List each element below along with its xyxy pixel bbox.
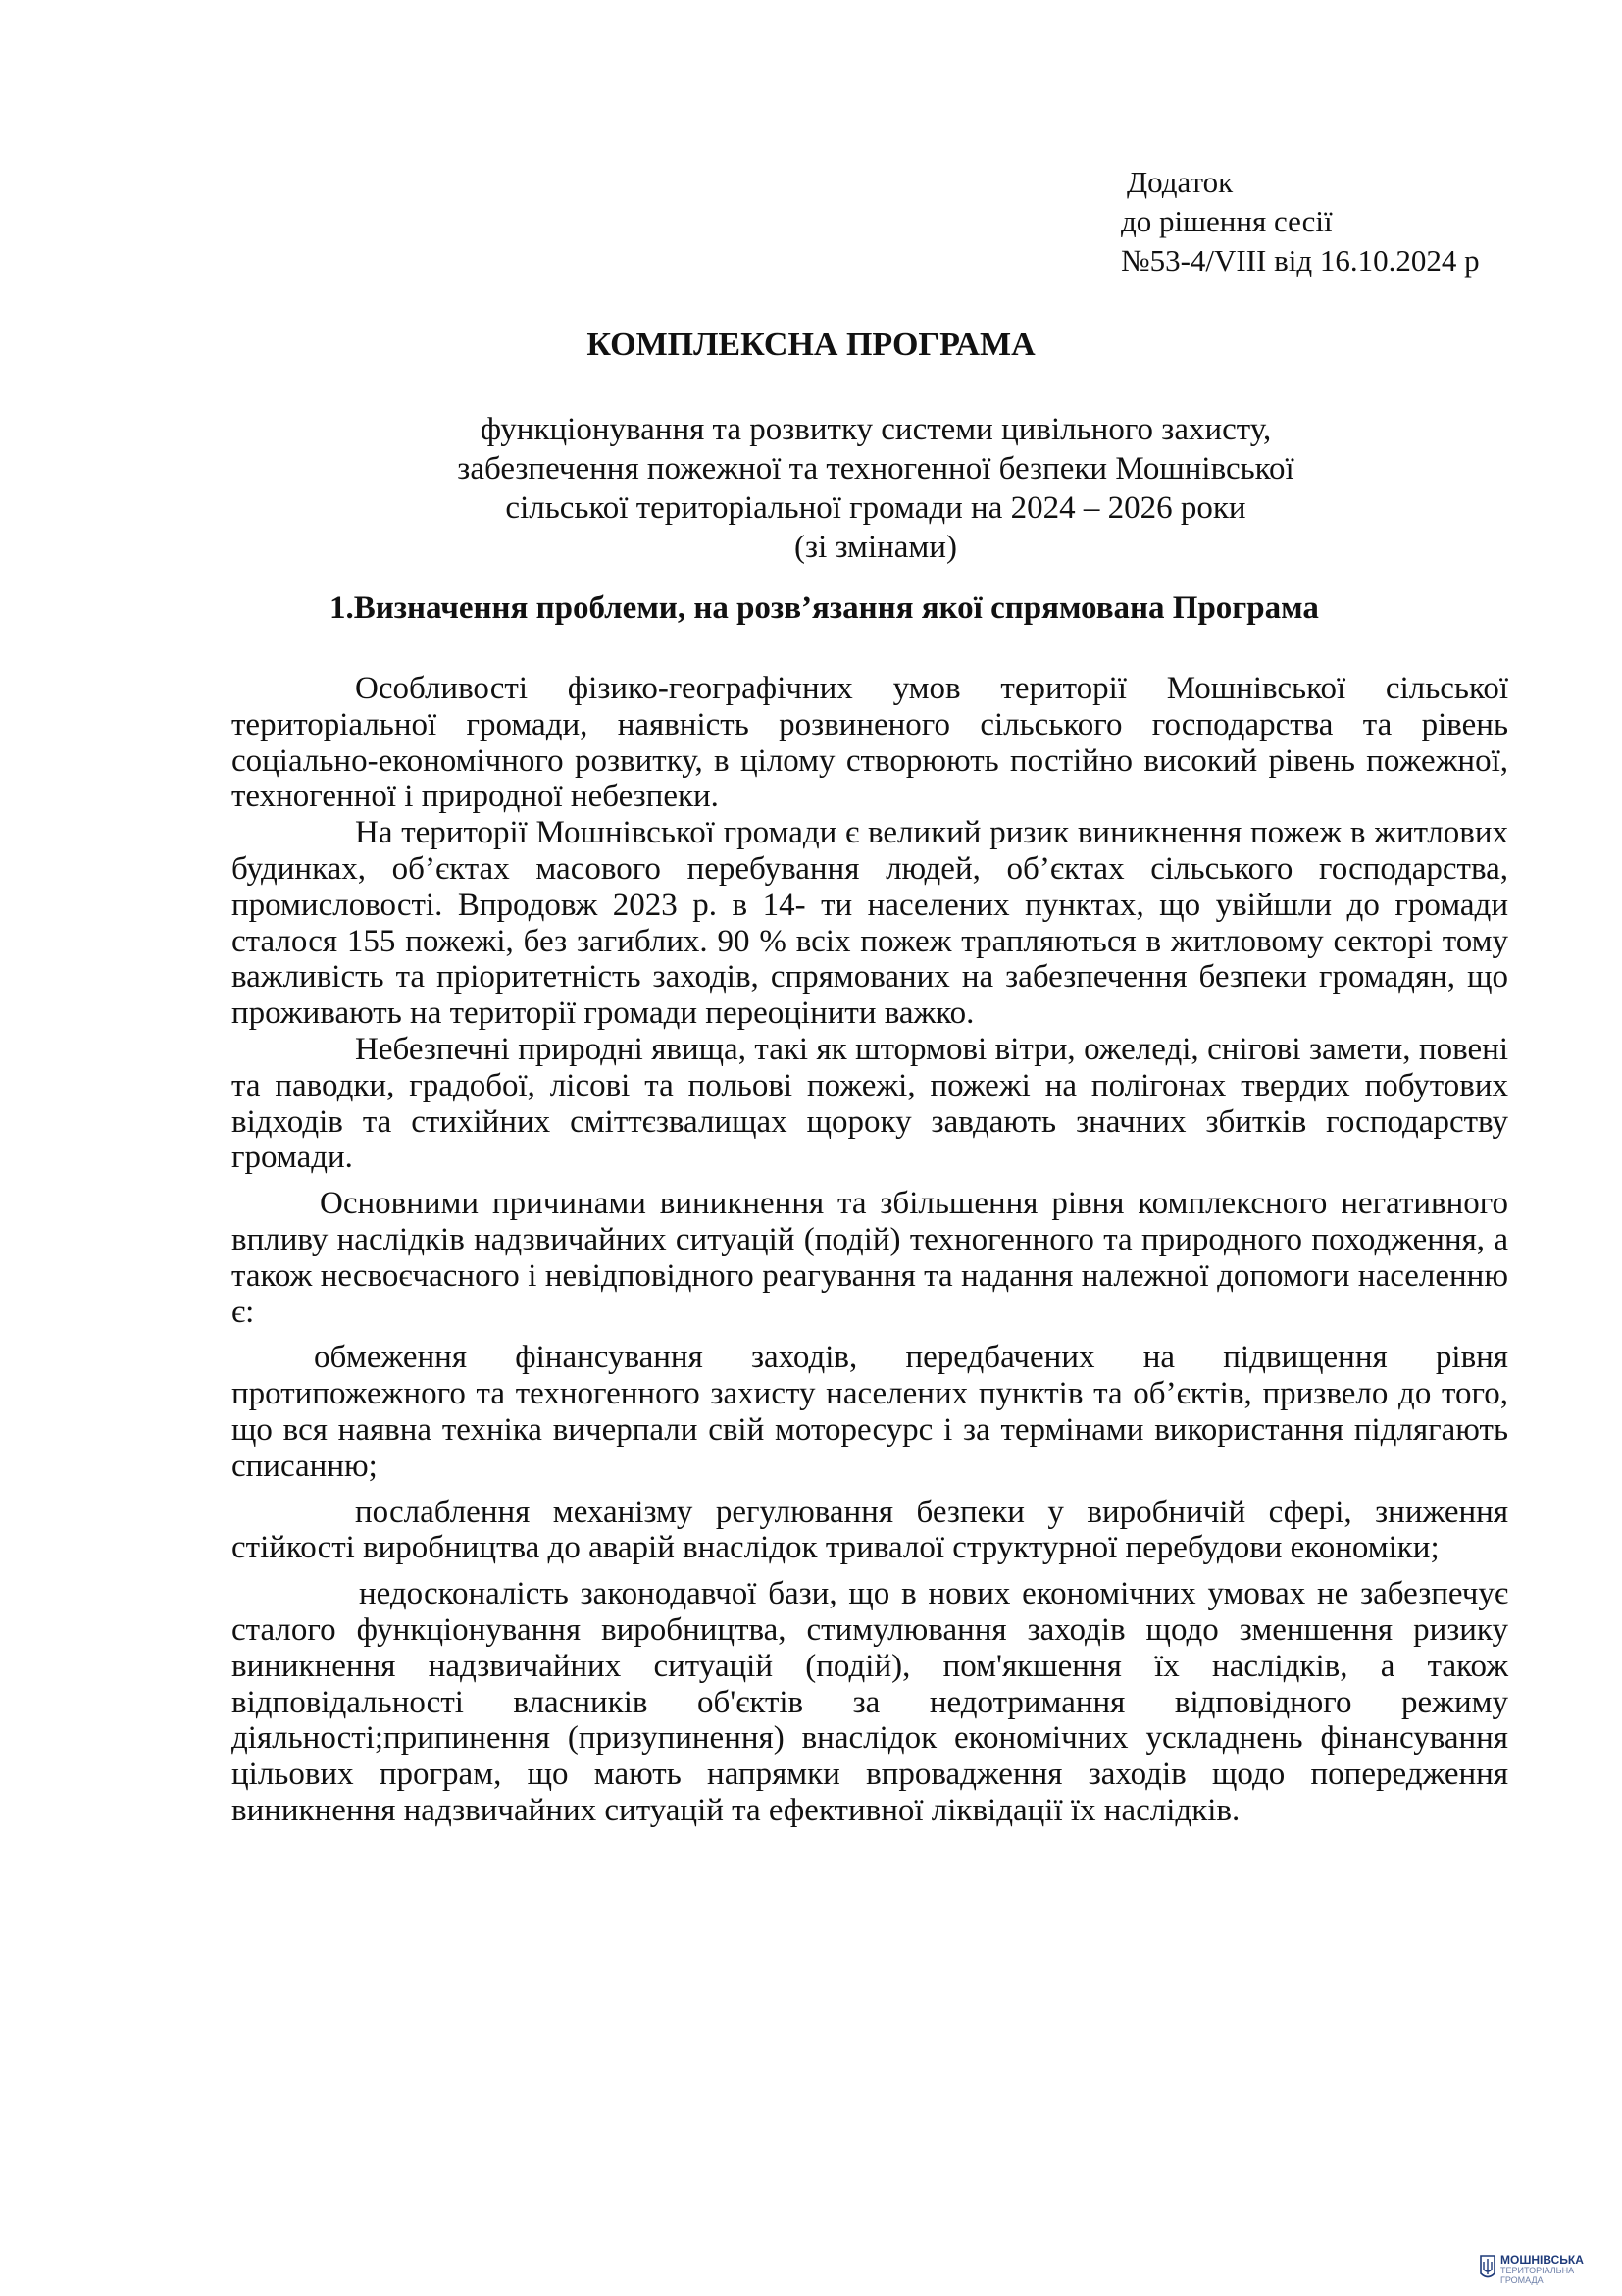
- subtitle-line-1: функціонування та розвитку системи цивільного захисту,: [480, 412, 1272, 447]
- logo-line-3: ГРОМАДА: [1500, 2275, 1544, 2285]
- paragraph-3: Небезпечні природні явища, такі як штормові вітри, ожеледі, снігові замети, повені та паводки, градобої, лісові та польові пожежі, пожежі на полігонах твердих побутових відходів та стихійних сміттєзвалищах щороку завдають значних збитків господарству громади.: [231, 1031, 1508, 1176]
- paragraph-1: Особливості фізико-географічних умов території Мошнівської сільської територіальної громади, наявність розвиненого сільського господарства та рівень соціально-економічного розвитку, в цілому створюють постійно високий рівень пожежної, техногенної і природної небезпеки.: [231, 671, 1508, 815]
- document-body: [231, 671, 1508, 1829]
- addendum-line-1: Додаток: [1127, 165, 1234, 199]
- paragraph-4: Основними причинами виникнення та збільшення рівня комплексного негативного впливу наслідків надзвичайних ситуацій (подій) техногенного та природного походження, а також несвоєчасного і невідповідного реагування та надання належної допомоги населенню є:: [231, 1186, 1508, 1330]
- logo-line-1: МОШНІВСЬКА: [1500, 2253, 1584, 2267]
- addendum-line-3: №53-4/VIII від 16.10.2024 р: [1121, 243, 1480, 278]
- logo-text: [1500, 2254, 1584, 2285]
- trident-icon: [1479, 2254, 1496, 2281]
- section-heading: 1.Визначення проблеми, на розв’язання якої спрямована Програма: [329, 590, 1319, 626]
- paragraph-5: обмеження фінансування заходів, передбачених на підвищення рівня протипожежного та техногенного захисту населених пунктів та об’єктів, призвело до того, що вся наявна техніка вичерпали свій моторесурс і за термінами використання підлягають списанню;: [231, 1340, 1508, 1484]
- logo-line-2: ТЕРИТОРІАЛЬНА: [1500, 2266, 1575, 2275]
- addendum-block: [1121, 163, 1480, 281]
- document-title: КОМПЛЕКСНА ПРОГРАМА: [586, 327, 1036, 363]
- document-subtitle: [0, 410, 1622, 567]
- subtitle-line-4: (зі змінами): [794, 530, 957, 565]
- paragraph-2: На території Мошнівської громади є великий ризик виникнення пожеж в житлових будинках, об’єктах масового перебування людей, об’єктах сільського господарства, промисловості. Впродовж 2023 р. в 14- ти населених пунктах, що увійшли до громади сталося 155 пожежі, без загиблих. 90 % всіх пожеж трапляються в житловому секторі тому важливість та пріоритетність заходів, спрямованих на забезпечення безпеки громадян, що проживають на території громади переоцінити важко.: [231, 815, 1508, 1032]
- subtitle-line-3: сільської територіальної громади на 2024 – 2026 роки: [505, 490, 1246, 526]
- addendum-line-2: до рішення сесії: [1121, 204, 1333, 238]
- paragraph-6: послаблення механізму регулювання безпеки у виробничій сфері, зниження стійкості виробництва до аварій внаслідок тривалої структурної перебудови економіки;: [231, 1494, 1508, 1566]
- subtitle-line-2: забезпечення пожежної та техногенної безпеки Мошнівської: [457, 451, 1294, 486]
- footer-logo: [1479, 2254, 1616, 2285]
- paragraph-7: недосконалість законодавчої бази, що в нових економічних умовах не забезпечує сталого функціонування виробництва, стимулювання заходів щодо зменшення ризику виникнення надзвичайних ситуацій (подій), пом'якшення їх наслідків, а також відповідальності власників об'єктів за недотримання відповідного режиму діяльності;припинення (призупинення) внаслідок економічних ускладнень фінансування цільових програм, що мають напрямки впровадження заходів щодо попередження виникнення надзвичайних ситуацій та ефективної ліквідації їх наслідків.: [231, 1576, 1508, 1828]
